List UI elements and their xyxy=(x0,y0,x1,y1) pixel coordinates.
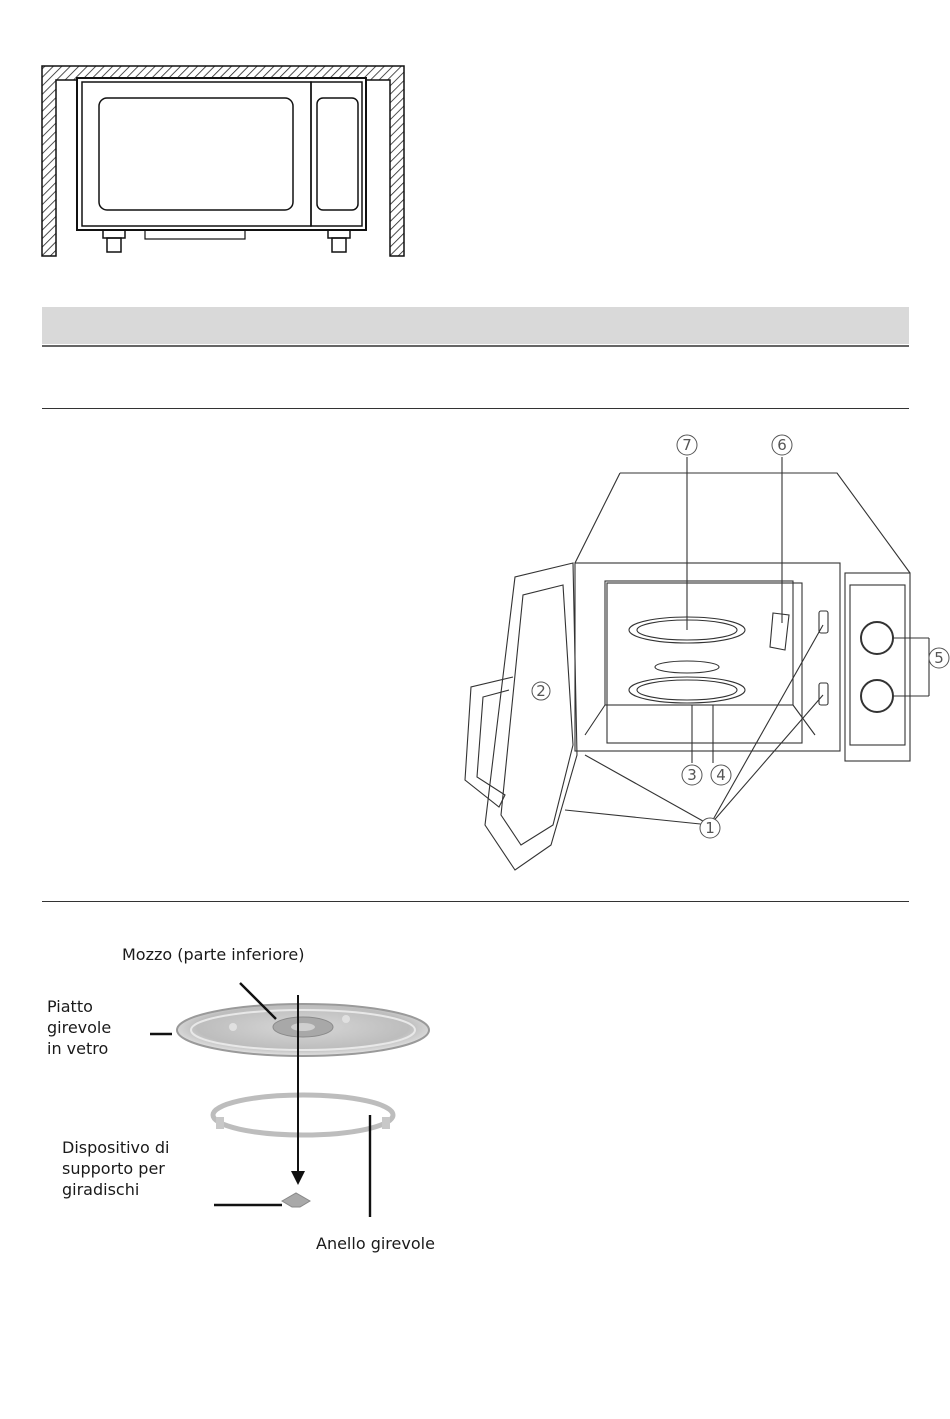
callout-5 xyxy=(929,648,949,668)
knob xyxy=(861,680,893,712)
callout-4 xyxy=(711,765,731,785)
parts-figure xyxy=(455,425,950,885)
svg-text:3: 3 xyxy=(687,766,697,784)
callout-7 xyxy=(677,435,697,455)
divider xyxy=(42,901,909,902)
support-label: Dispositivo di supporto per giradischi xyxy=(62,1138,170,1199)
svg-text:1: 1 xyxy=(705,819,715,837)
control-panel xyxy=(845,573,910,761)
svg-text:7: 7 xyxy=(682,436,692,454)
installation-figure xyxy=(40,62,410,262)
callout-6 xyxy=(772,435,792,455)
microwave-body xyxy=(77,78,366,230)
callout-2 xyxy=(532,682,550,700)
ring-label: Anello girevole xyxy=(316,1234,435,1253)
svg-text:2: 2 xyxy=(536,682,546,700)
hub-label: Mozzo (parte inferiore) xyxy=(122,945,305,964)
section-header-band xyxy=(42,307,909,344)
callout-1 xyxy=(700,818,720,838)
svg-text:5: 5 xyxy=(934,649,944,667)
divider xyxy=(42,345,909,347)
callout-3 xyxy=(682,765,702,785)
divider xyxy=(42,408,909,409)
knob xyxy=(861,622,893,654)
svg-text:4: 4 xyxy=(716,766,726,784)
svg-text:6: 6 xyxy=(777,436,787,454)
glass-tray-label: Piatto girevole in vetro xyxy=(47,997,112,1058)
foot xyxy=(103,230,125,238)
foot xyxy=(328,230,350,238)
